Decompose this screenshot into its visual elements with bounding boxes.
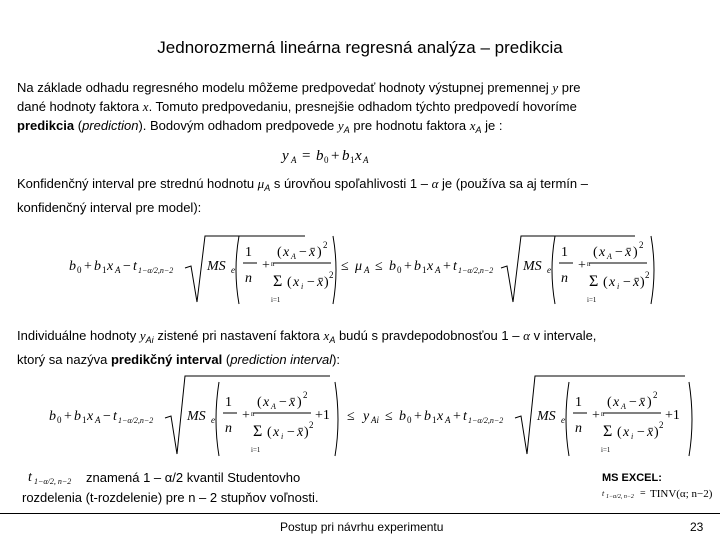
svg-text:n: n	[587, 260, 591, 268]
svg-text:MS: MS	[537, 409, 556, 424]
svg-text:+: +	[592, 408, 600, 423]
svg-text:≤: ≤	[385, 409, 393, 424]
svg-text:2: 2	[653, 390, 658, 400]
svg-text:−: −	[103, 409, 111, 424]
svg-text:1−α/2,n−2: 1−α/2,n−2	[138, 266, 174, 275]
svg-text:1: 1	[575, 395, 582, 410]
svg-text:y: y	[282, 148, 289, 164]
svg-text:−: −	[629, 395, 637, 410]
svg-text:−: −	[287, 425, 295, 440]
svg-text:1: 1	[350, 155, 355, 165]
svg-text:1: 1	[561, 245, 568, 260]
svg-text:MS: MS	[523, 259, 542, 274]
svg-text:1−α/2, n−2: 1−α/2, n−2	[34, 477, 72, 486]
svg-text:i=1: i=1	[601, 446, 611, 454]
svg-text:b: b	[49, 409, 56, 424]
svg-text:Ai: Ai	[371, 415, 379, 425]
svg-text:+: +	[578, 258, 586, 273]
svg-text:0: 0	[397, 265, 402, 275]
svg-text:i=1: i=1	[271, 296, 281, 304]
excel-label: MS EXCEL:	[602, 472, 662, 484]
svg-text:A: A	[95, 415, 101, 425]
excel-tinv: TINV(α; n−2)	[650, 488, 713, 500]
svg-text:x̄: x̄	[625, 245, 632, 260]
svg-text:Σ: Σ	[253, 423, 263, 440]
svg-text:(: (	[277, 245, 282, 260]
svg-text:n: n	[245, 271, 252, 286]
svg-text:): )	[640, 275, 645, 290]
svg-text:A: A	[445, 415, 451, 425]
svg-text:i=1: i=1	[251, 446, 261, 454]
svg-text:2: 2	[329, 270, 334, 280]
svg-text:+: +	[443, 259, 451, 274]
t-quantile-note: znamená 1 – α/2 kvantil Studentovho	[86, 470, 301, 485]
prediction-paragraph: Individuálne hodnoty $y_{Ai}$ zistené pri nastavení faktora $x_A$ budú s pravdepodobnosťou 1 – α v intervale, ktorý sa nazýva predikčný interval (prediction interval):	[17, 328, 597, 367]
svg-text:≤: ≤	[375, 259, 383, 274]
svg-text:1: 1	[225, 395, 232, 410]
svg-text:x: x	[273, 425, 280, 440]
svg-text:−: −	[637, 425, 645, 440]
svg-text:2: 2	[645, 270, 650, 280]
svg-text:A: A	[363, 155, 369, 165]
svg-text:x: x	[599, 245, 606, 260]
svg-text:Σ: Σ	[273, 273, 283, 290]
svg-text:+: +	[404, 259, 412, 274]
intro-paragraph: Na základe odhadu regresného modelu môžeme predpovedať hodnoty výstupnej premennej y pre dané hodnoty faktora x. Tomuto predpovedaniu, presnejšie odhadom týchto predpovedí hovoríme predikcia (prediction). Bodovým odhadom predpovede $y_A$ pre hodnotu faktora $x_A$ je :	[17, 80, 581, 135]
confidence-interval-formula	[65, 232, 665, 310]
svg-text:2: 2	[303, 390, 308, 400]
t-quantile-symbol	[26, 466, 82, 486]
svg-text:i: i	[301, 282, 304, 291]
svg-text:≤: ≤	[341, 259, 349, 274]
svg-text:(: (	[287, 275, 292, 290]
svg-text:b: b	[414, 259, 421, 274]
svg-text:+: +	[262, 258, 270, 273]
svg-text:i: i	[631, 432, 634, 441]
svg-text:t: t	[133, 259, 137, 274]
svg-text:−: −	[307, 275, 315, 290]
svg-text:+: +	[64, 409, 72, 424]
svg-text:+: +	[414, 409, 422, 424]
svg-text:2: 2	[639, 240, 644, 250]
svg-text:): )	[304, 425, 309, 440]
svg-text:t: t	[602, 489, 605, 498]
svg-text:b: b	[69, 259, 76, 274]
svg-text:A: A	[291, 252, 296, 261]
svg-text:1: 1	[245, 245, 252, 260]
svg-text:x̄: x̄	[297, 425, 304, 440]
svg-text:x: x	[613, 395, 620, 410]
svg-text:=: =	[640, 488, 646, 499]
svg-text:b: b	[399, 409, 406, 424]
svg-text:(: (	[267, 425, 272, 440]
svg-text:A: A	[115, 265, 121, 275]
svg-text:A: A	[435, 265, 441, 275]
svg-text:x: x	[427, 259, 434, 274]
svg-text:b: b	[94, 259, 101, 274]
svg-text:2: 2	[309, 420, 314, 430]
svg-text:b: b	[424, 409, 431, 424]
svg-text:t: t	[453, 259, 457, 274]
svg-text:MS: MS	[187, 409, 206, 424]
svg-text:i=1: i=1	[587, 296, 597, 304]
svg-text:n: n	[251, 410, 255, 418]
svg-text:A: A	[607, 252, 612, 261]
svg-text:A: A	[364, 265, 370, 275]
svg-text:i: i	[281, 432, 284, 441]
svg-text:+: +	[453, 409, 461, 424]
svg-text:e: e	[231, 265, 235, 275]
svg-text:b: b	[389, 259, 396, 274]
svg-text:=: =	[302, 148, 311, 164]
svg-text:t: t	[463, 409, 467, 424]
footer-title: Postup pri návrhu experimentu	[280, 520, 444, 534]
svg-text:≤: ≤	[347, 409, 355, 424]
svg-text:−: −	[615, 245, 623, 260]
svg-text:+1: +1	[315, 408, 330, 423]
svg-text:x̄: x̄	[317, 275, 324, 290]
svg-text:(: (	[603, 275, 608, 290]
svg-text:t: t	[28, 470, 32, 485]
svg-text:0: 0	[324, 155, 329, 165]
svg-text:−: −	[299, 245, 307, 260]
svg-text:1: 1	[422, 265, 427, 275]
svg-text:1−α/2, n−2: 1−α/2, n−2	[606, 494, 634, 500]
svg-text:x̄: x̄	[309, 245, 316, 260]
svg-text:): )	[324, 275, 329, 290]
svg-text:e: e	[211, 415, 215, 425]
svg-text:−: −	[623, 275, 631, 290]
svg-text:t: t	[113, 409, 117, 424]
page-number: 23	[690, 520, 704, 534]
svg-text:0: 0	[407, 415, 412, 425]
svg-text:1: 1	[102, 265, 107, 275]
svg-text:Σ: Σ	[603, 423, 613, 440]
svg-text:(: (	[617, 425, 622, 440]
svg-text:e: e	[547, 265, 551, 275]
svg-text:x: x	[355, 148, 362, 164]
svg-text:x: x	[87, 409, 94, 424]
svg-text:2: 2	[323, 240, 328, 250]
svg-text:−: −	[279, 395, 287, 410]
svg-text:): )	[297, 395, 302, 410]
svg-text:n: n	[601, 410, 605, 418]
svg-text:1−α/2,n−2: 1−α/2,n−2	[468, 416, 504, 425]
svg-text:x: x	[623, 425, 630, 440]
svg-text:x̄: x̄	[647, 425, 654, 440]
svg-text:μ: μ	[355, 259, 363, 274]
svg-text:+: +	[331, 148, 340, 164]
svg-text:Σ: Σ	[589, 273, 599, 290]
point-estimate-formula	[280, 144, 390, 166]
svg-text:1: 1	[82, 415, 87, 425]
svg-text:(: (	[607, 395, 612, 410]
svg-text:): )	[654, 425, 659, 440]
svg-text:x̄: x̄	[633, 275, 640, 290]
svg-text:x: x	[107, 259, 114, 274]
svg-text:x: x	[263, 395, 270, 410]
svg-text:1−α/2,n−2: 1−α/2,n−2	[458, 266, 494, 275]
svg-text:(: (	[593, 245, 598, 260]
svg-text:1−α/2,n−2: 1−α/2,n−2	[118, 416, 154, 425]
svg-text:): )	[647, 395, 652, 410]
svg-text:+: +	[242, 408, 250, 423]
svg-text:b: b	[74, 409, 81, 424]
svg-text:n: n	[225, 421, 232, 436]
svg-text:e: e	[561, 415, 565, 425]
svg-text:x: x	[283, 245, 290, 260]
t-quantile-note-line2: rozdelenia (t-rozdelenie) pre n – 2 stupňov voľnosti.	[22, 490, 319, 505]
svg-text:i: i	[617, 282, 620, 291]
confidence-paragraph: Konfidenčný interval pre strednú hodnotu $\mu_A$ s úrovňou spoľahlivosti 1 – α je (používa sa aj termín – konfidenčný interval pre model):	[17, 176, 588, 215]
svg-text:n: n	[561, 271, 568, 286]
svg-text:+: +	[84, 259, 92, 274]
svg-text:A: A	[291, 155, 297, 165]
svg-text:n: n	[575, 421, 582, 436]
svg-text:): )	[317, 245, 322, 260]
svg-text:n: n	[271, 260, 275, 268]
svg-text:−: −	[123, 259, 131, 274]
svg-text:+1: +1	[665, 408, 680, 423]
svg-text:x̄: x̄	[639, 395, 646, 410]
footer-divider	[0, 513, 720, 514]
svg-text:x: x	[609, 275, 616, 290]
svg-text:): )	[633, 245, 638, 260]
svg-text:0: 0	[77, 265, 82, 275]
svg-text:1: 1	[432, 415, 437, 425]
svg-text:A: A	[621, 402, 626, 411]
svg-text:b: b	[342, 148, 350, 164]
svg-text:MS: MS	[207, 259, 226, 274]
svg-text:b: b	[316, 148, 324, 164]
svg-text:x: x	[293, 275, 300, 290]
svg-text:(: (	[257, 395, 262, 410]
prediction-interval-formula	[45, 372, 710, 462]
svg-text:x: x	[437, 409, 444, 424]
svg-text:2: 2	[659, 420, 664, 430]
svg-text:0: 0	[57, 415, 62, 425]
svg-text:x̄: x̄	[289, 395, 296, 410]
svg-text:A: A	[271, 402, 276, 411]
page-title: Jednorozmerná lineárna regresná analýza – predikcia	[157, 38, 563, 57]
svg-text:y: y	[363, 409, 370, 424]
